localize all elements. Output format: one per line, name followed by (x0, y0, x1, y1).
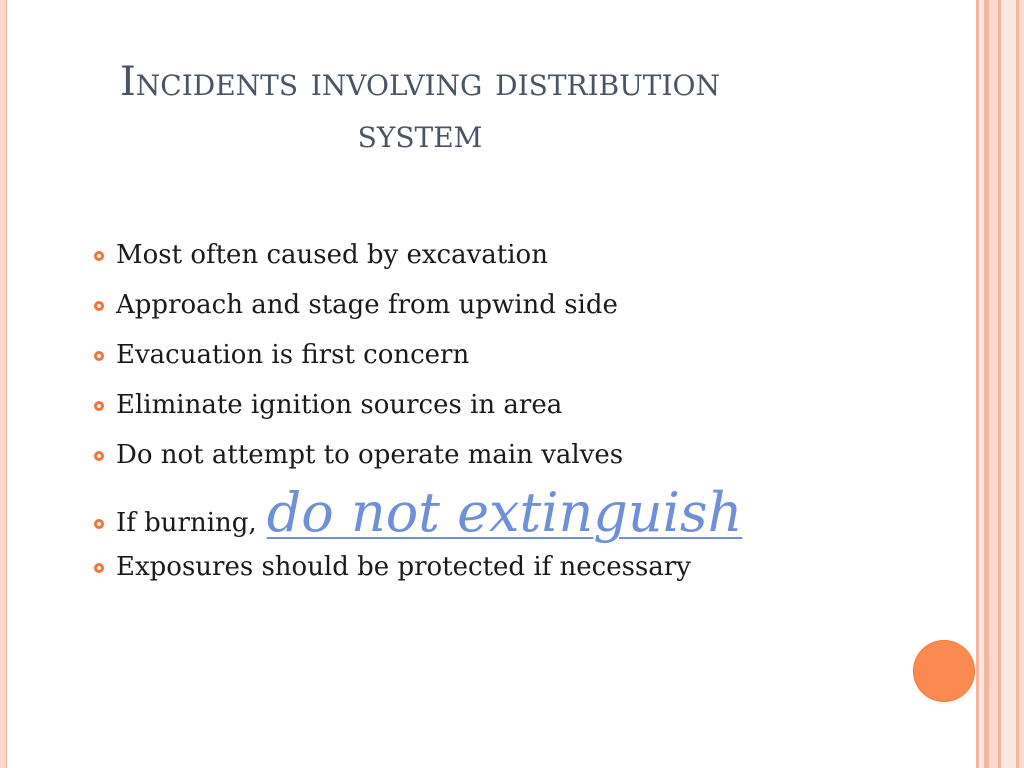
bullet-item (94, 388, 914, 422)
bullet-circle-icon (94, 251, 104, 261)
bullet-text: If burning, (116, 508, 257, 538)
bullet-text: Approach and stage from upwind side (116, 290, 618, 320)
do-not-extinguish-link[interactable]: do not extinguish (266, 481, 743, 544)
bullet-text: Exposures should be protected if necessary (116, 552, 691, 582)
bullet-item-burning (94, 481, 914, 544)
bullet-circle-icon (94, 351, 104, 361)
right-decorative-stripes (976, 0, 1024, 768)
bullet-text: Eliminate ignition sources in area (116, 390, 563, 420)
bullet-item (94, 438, 914, 472)
bullet-item (94, 338, 914, 372)
bullet-item (94, 288, 914, 322)
accent-circle (913, 640, 975, 702)
bullet-circle-icon (94, 519, 104, 529)
bullet-item (94, 238, 914, 272)
bullet-text: Most often caused by excavation (116, 240, 548, 270)
stripe (1001, 0, 1016, 768)
bullet-circle-icon (94, 401, 104, 411)
bullet-text: Do not attempt to operate main valves (116, 440, 624, 470)
slide-title: Incidents involving distribution system (120, 59, 720, 157)
bullet-circle-icon (94, 563, 104, 573)
stripe (1019, 0, 1024, 768)
bullet-circle-icon (94, 301, 104, 311)
bullet-circle-icon (94, 451, 104, 461)
left-border-strip (0, 0, 6, 768)
bullet-item (94, 550, 914, 584)
stripe (989, 0, 998, 768)
bullet-text: Evacuation is first concern (116, 340, 470, 370)
bullet-list (94, 238, 914, 600)
